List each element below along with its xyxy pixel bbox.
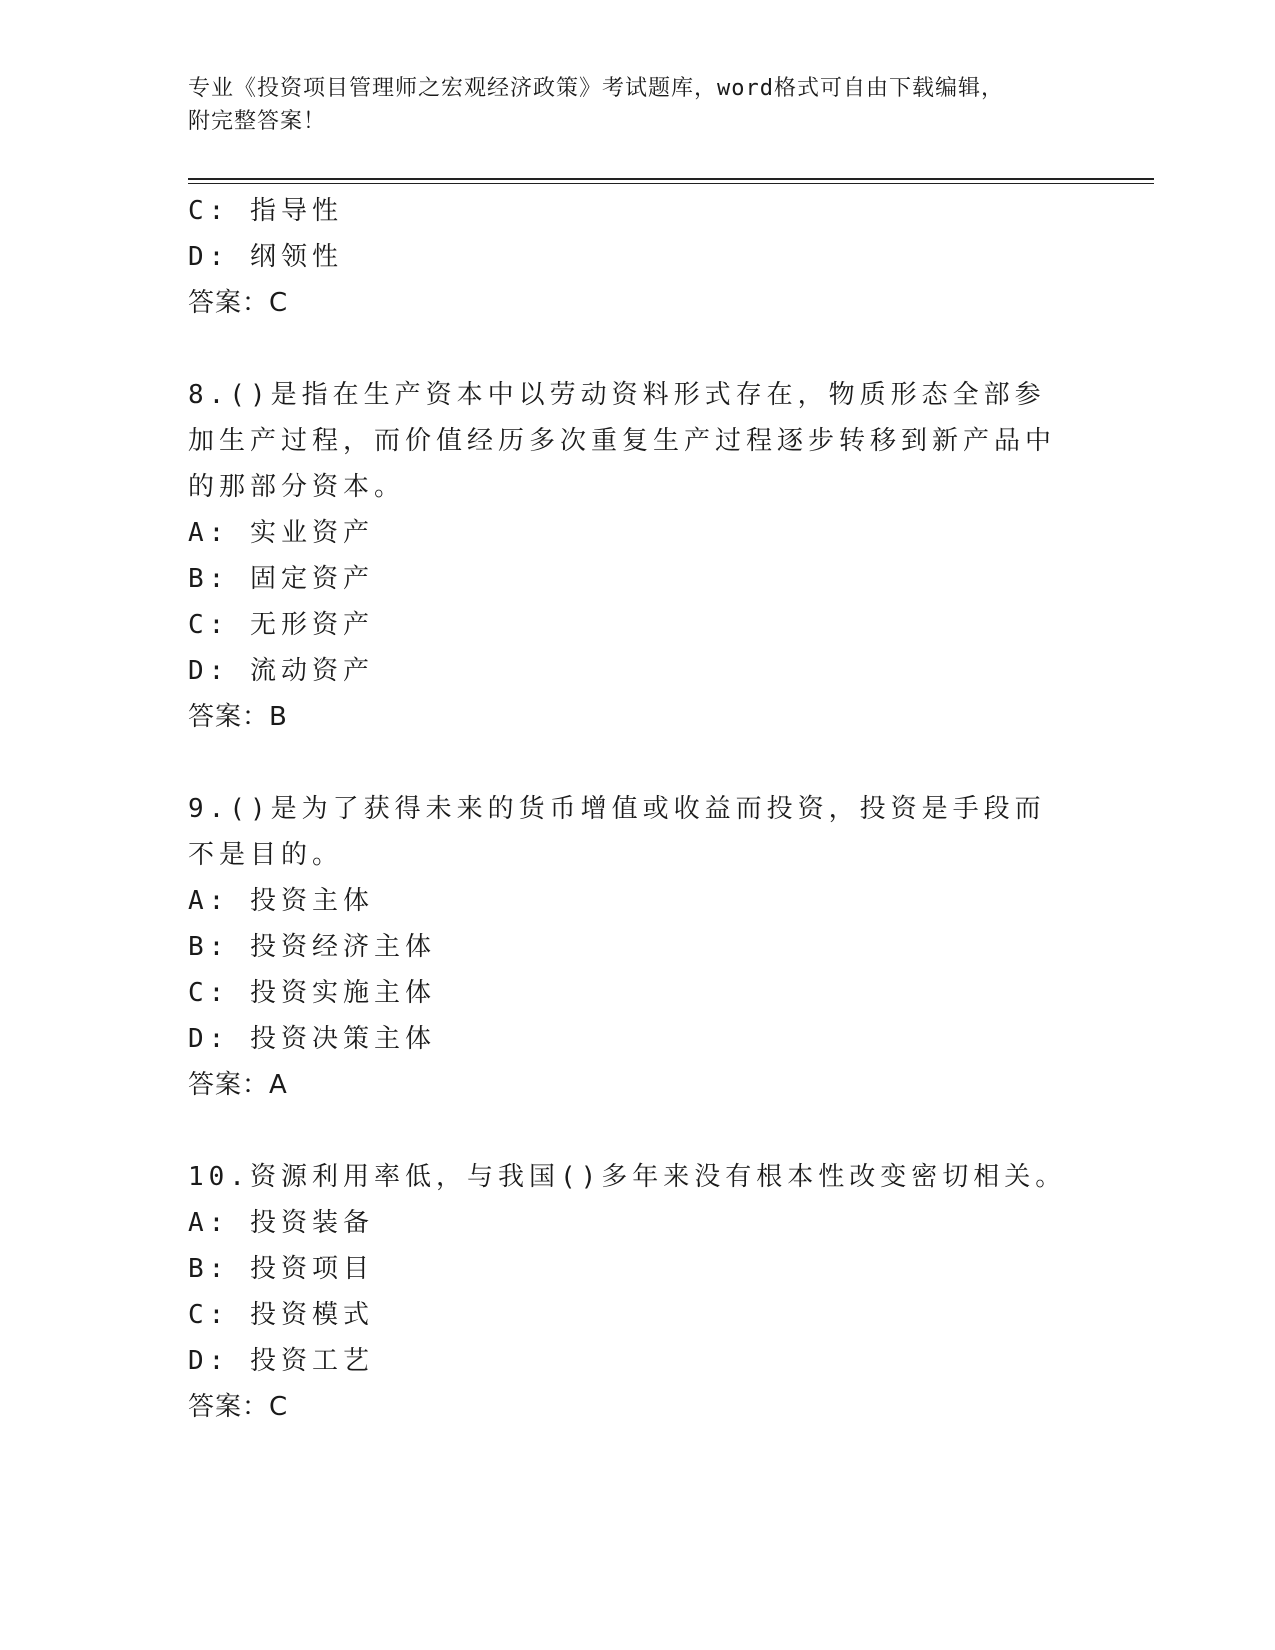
document-body (188, 188, 1088, 1430)
option-b: B: 投资项目 (188, 1254, 374, 1284)
option-c: C: 无形资产 (188, 610, 374, 640)
option-d: D: 投资决策主体 (188, 1024, 436, 1054)
answer-line: 答案：A (188, 1070, 288, 1100)
option-c: C: 投资模式 (188, 1300, 374, 1330)
option-a: A: 投资装备 (188, 1208, 374, 1238)
header-divider-thin (188, 183, 1154, 184)
option-a: A: 实业资产 (188, 518, 374, 548)
document-header (188, 72, 1088, 138)
option-b: B: 固定资产 (188, 564, 374, 594)
option-d: D: 流动资产 (188, 656, 374, 686)
option-b: B: 投资经济主体 (188, 932, 436, 962)
question-8 (188, 372, 1088, 740)
option-c: C: 指导性 (188, 196, 343, 226)
question-text: 8.()是指在生产资本中以劳动资料形式存在，物质形态全部参加生产过程，而价值经历多次重复生产过程逐步转移到新产品中的那部分资本。 (188, 380, 1057, 502)
header-divider-thick (188, 178, 1154, 180)
option-a: A: 投资主体 (188, 886, 374, 916)
question-10 (188, 1154, 1088, 1430)
header-line-2: 附完整答案！ (188, 109, 327, 134)
question-text: 9.()是为了获得未来的货币增值或收益而投资，投资是手段而不是目的。 (188, 794, 1046, 870)
question-9 (188, 786, 1088, 1108)
option-d: D: 投资工艺 (188, 1346, 374, 1376)
answer-line: 答案：C (188, 1392, 289, 1422)
answer-line: 答案：B (188, 702, 288, 732)
header-line-1: 专业《投资项目管理师之宏观经济政策》考试题库，word格式可自由下载编辑， (188, 76, 1004, 101)
option-d: D: 纲领性 (188, 242, 343, 272)
answer-line: 答案：C (188, 288, 289, 318)
question-text: 10.资源利用率低，与我国()多年来没有根本性改变密切相关。 (188, 1162, 1067, 1192)
option-c: C: 投资实施主体 (188, 978, 436, 1008)
carryover-question (188, 188, 1088, 326)
